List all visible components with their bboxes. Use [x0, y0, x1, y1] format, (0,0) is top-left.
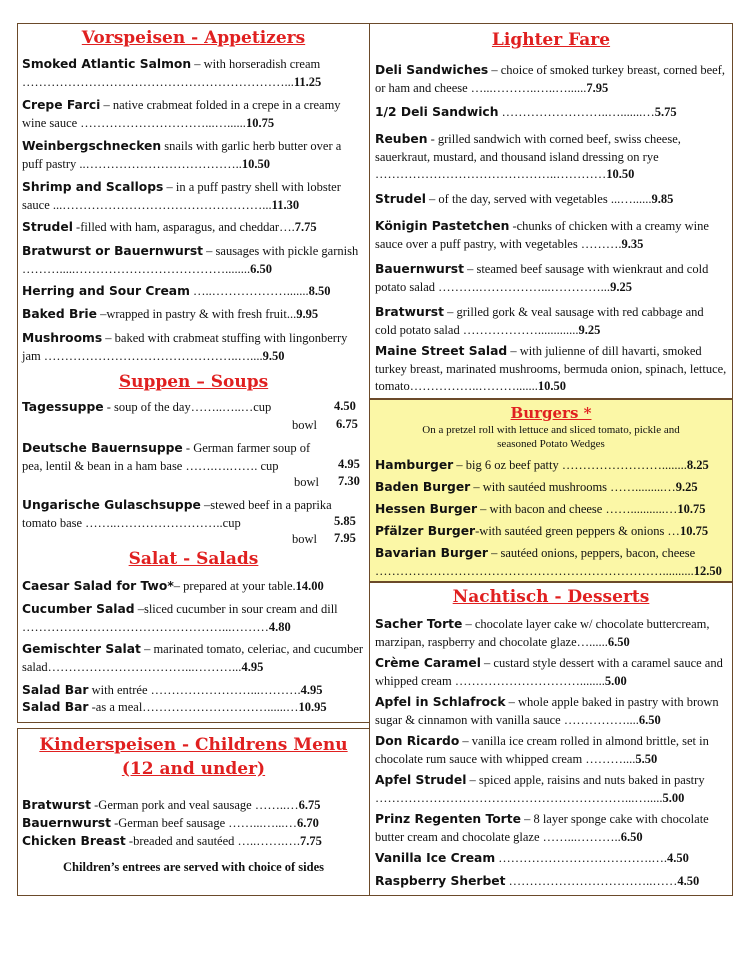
menu-item: Bratwurst – grilled gork & veal sausage with red cabbage and cold potato salad ……………….............9.25 [375, 305, 704, 337]
menu-item: Hamburger – big 6 oz beef patty ……………………........8.25 [375, 458, 709, 472]
appetizers-title: Vorspeisen - Appetizers [81, 28, 306, 48]
menu-item: Baden Burger – with sautéed mushrooms …….........…9.25 [375, 480, 698, 494]
price-bowl: 7.95 [334, 531, 356, 545]
menu-item: Bauernwurst – steamed beef sausage with wienkraut and cold potato salad ……….……………...…………...9.25 [375, 262, 709, 294]
menu-item: Bauernwurst -German beef sausage ……...…...…6.70 [22, 816, 319, 830]
bowl-label: bowl [292, 418, 317, 432]
price-bowl: 6.75 [336, 417, 358, 431]
menu-item: Ungarische Gulaschsuppe –stewed beef in a paprika tomato base ……..……………………..cup [22, 498, 332, 530]
menu-item: Maine Street Salad – with julienne of dill havarti, smoked turkey breast, marinated mushrooms, bermuda onion, spinach, lettuce, tomato……………..……….......10.50 [375, 344, 727, 393]
menu-item: Crème Caramel – custard style dessert with a caramel sauce and whipped cream …………………………........5.00 [375, 656, 723, 688]
menu-item: Deutsche Bauernsuppe - German farmer soup of pea, lentil & bean in a ham base …….….……. cup [22, 441, 311, 473]
menu-item: Baked Brie –wrapped in pastry & with fresh fruit...9.95 [22, 307, 319, 321]
desserts-title: Nachtisch - Desserts [452, 587, 650, 607]
menu-item: Sacher Torte – chocolate layer cake w/ chocolate buttercream, marzipan, raspberry and chocolate glaze…......6.50 [375, 617, 710, 649]
price-bowl: 7.30 [338, 474, 360, 488]
menu-item: Gemischter Salat – marinated tomato, celeriac, and cucumber salad……………………………...………...4.95 [22, 642, 364, 674]
burgers-title: Burgers * [510, 404, 592, 422]
kids-note: Children’s entrees are served with choice of sides [63, 860, 324, 874]
burgers-subtitle: On a pretzel roll with lettuce and sliced tomato, pickle and seasoned Potato Wedges [422, 424, 680, 450]
salads-title: Salat - Salads [128, 549, 259, 569]
menu-item: Raspberry Sherbet ……………………………..……4.50 [375, 874, 700, 888]
soups-title: Suppen – Soups [118, 372, 269, 392]
menu-item: Smoked Atlantic Salmon – with horseradish cream ………………………………………………………...11.25 [22, 57, 322, 89]
menu-item: Mushrooms – baked with crabmeat stuffing with lingonberry jam ………………………………………..…....9.50 [22, 331, 348, 363]
menu-item: Deli Sandwiches – choice of smoked turkey breast, corned beef, or ham and cheese …...………..…..…......7.95 [375, 63, 725, 95]
lighter-title: Lighter Fare [491, 30, 611, 50]
menu-item: Shrimp and Scallops – in a puff pastry shell with lobster sauce ...…………………………………………...11.30 [22, 180, 341, 212]
menu-item: Apfel in Schlafrock – whole apple baked in pastry with brown sugar & cinnamon with vanilla sauce ……………....6.50 [375, 695, 719, 727]
menu-item: Tagessuppe - soup of the day……..…..…cup [22, 400, 272, 414]
menu-item: Pfälzer Burger-with sautéed green peppers & onions …10.75 [375, 524, 709, 538]
menu-item: Caesar Salad for Two*– prepared at your table.14.00 [22, 579, 324, 593]
menu-item: Weinbergschnecken snails with garlic herb butter over a puff pastry ..………………………………..10.50 [22, 139, 342, 171]
menu-item: Salad Bar -as a meal…………………………......…10.95 [22, 700, 327, 714]
menu-item: Apfel Strudel – spiced apple, raisins and nuts baked in pastry ……………………………………………………...….....5.00 [375, 773, 705, 805]
menu-item: Reuben - grilled sandwich with corned beef, swiss cheese, sauerkraut, mustard, and thousand island dressing on rye ……………………………………..…………10.50 [375, 132, 681, 181]
burgers-top-rule [369, 398, 733, 400]
menu-item: Vanilla Ice Cream ……………………………….….4.50 [375, 851, 689, 865]
menu-item: Cucumber Salad –sliced cucumber in sour cream and dill …………………………………………...………4.80 [22, 602, 338, 634]
bowl-label: bowl [292, 532, 317, 546]
menu-item: Königin Pastetchen -chunks of chicken with a creamy wine sauce over a puff pastry, with vegetables ……….9.35 [375, 219, 709, 251]
menu-item: Strudel – of the day, served with vegetables ...…......9.85 [375, 192, 674, 206]
price-cup: 4.50 [334, 399, 356, 413]
kids-title-line1: Kinderspeisen - Childrens Menu [39, 735, 348, 755]
menu-item: Bratwurst -German pork and veal sausage ……..…6.75 [22, 798, 321, 812]
price-cup: 5.85 [334, 514, 356, 528]
menu-item: Bratwurst or Bauernwurst – sausages with pickle garnish ……….....………………………………........6.50 [22, 244, 359, 276]
menu-item: Crepe Farci – native crabmeat folded in a crepe in a creamy wine sauce …………………………...…......10.75 [22, 98, 341, 130]
menu-item: Strudel -filled with ham, asparagus, and cheddar….7.75 [22, 220, 317, 234]
menu-item: Don Ricardo – vanilla ice cream rolled in almond brittle, set in chocolate rum sauce with whipped cream ………....5.50 [375, 734, 709, 766]
burgers-bottom-rule [369, 581, 733, 583]
kids-title-line2: (12 and under) [121, 759, 266, 779]
menu-item: Bavarian Burger – sautéed onions, peppers, bacon, cheese ……………………………………………………………..........12.50 [375, 546, 722, 578]
menu-item: Prinz Regenten Torte – 8 layer sponge cake with chocolate butter cream and chocolate glaze ……...………..6.50 [375, 812, 709, 844]
price-cup: 4.95 [338, 457, 360, 471]
menu-item: Salad Bar with entrée ……………………...……….4.95 [22, 683, 323, 697]
menu-item: Herring and Sour Cream …..……………….......8.50 [22, 284, 331, 298]
menu-item: Hessen Burger – with bacon and cheese ……...........…10.75 [375, 502, 706, 516]
bowl-label: bowl [294, 475, 319, 489]
menu-item: 1/2 Deli Sandwich ……………………..….......…5.75 [375, 105, 677, 119]
menu-item: Chicken Breast -breaded and sautéed …..…….….7.75 [22, 834, 322, 848]
